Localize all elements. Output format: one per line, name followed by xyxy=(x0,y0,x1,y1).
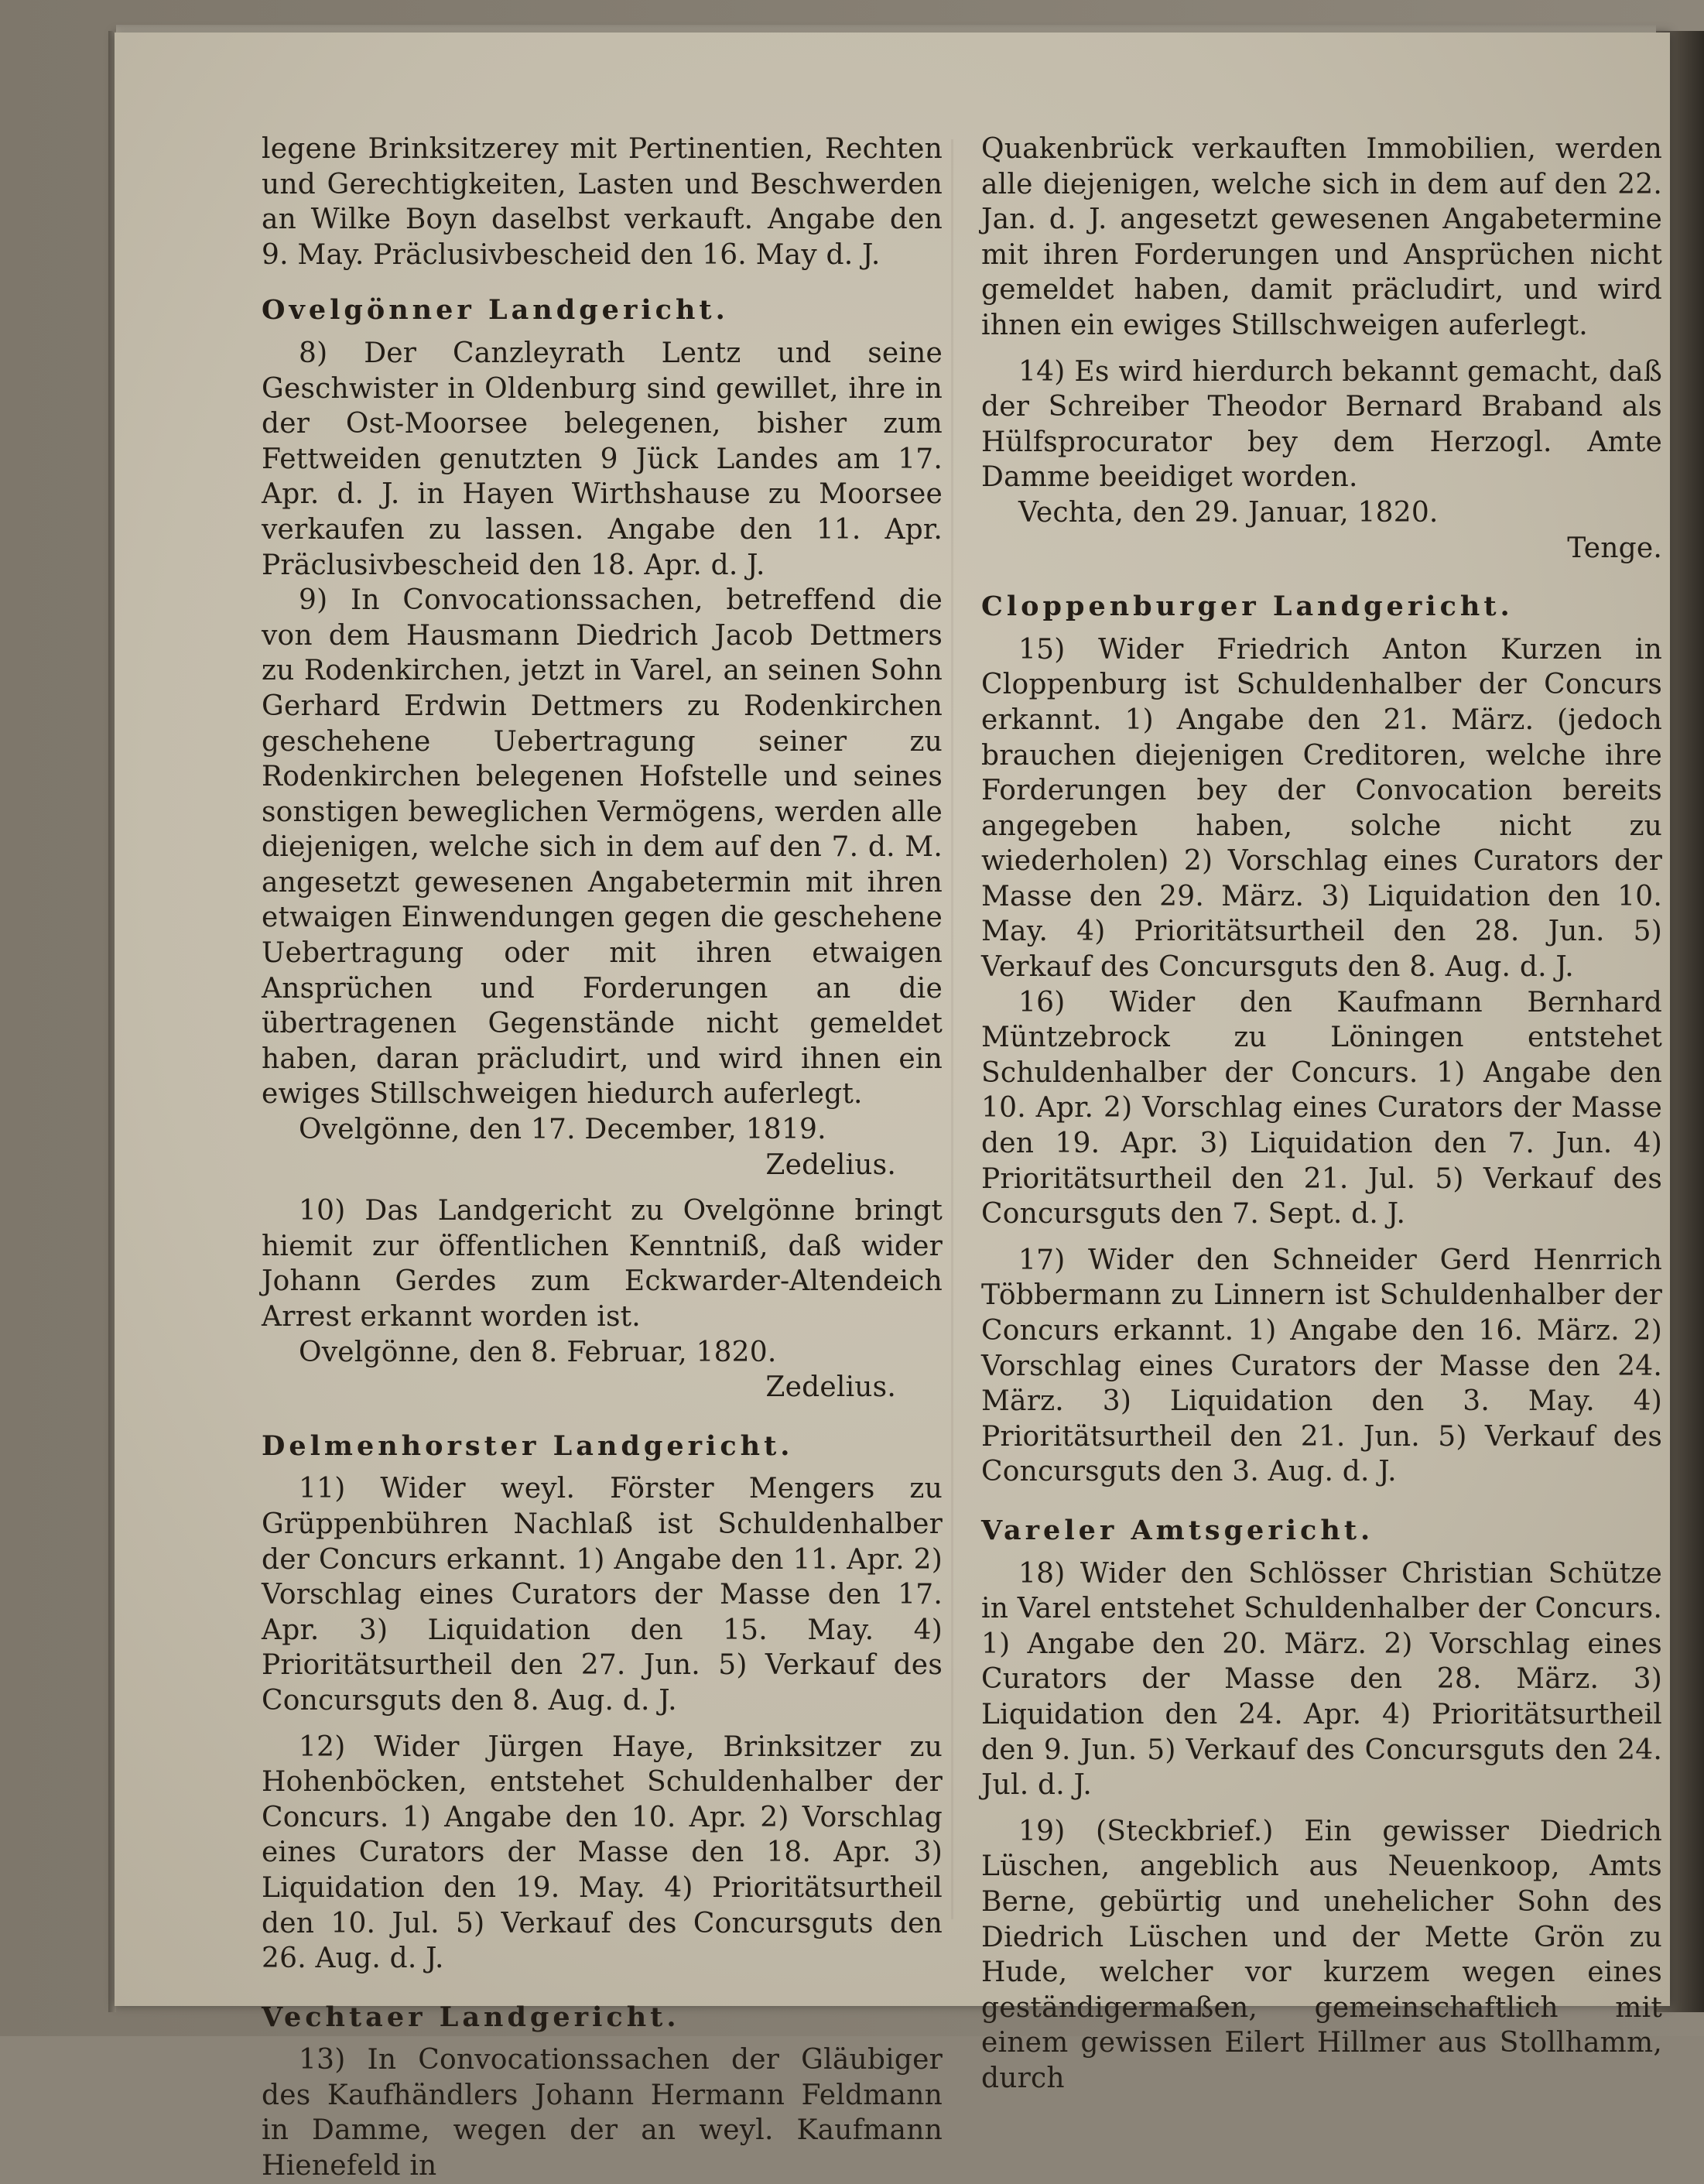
section-heading-vechta: Vechtaer Landgericht. xyxy=(262,2001,680,2033)
place-date-9: Ovelgönne, den 17. December, 1819. xyxy=(299,1114,826,1146)
place-date-14: Vechta, den 29. Januar, 1820. xyxy=(1018,496,1439,529)
paragraph-9: 9) In Convocationssachen, betreffend die von dem Hausmann Diedrich Jacob Dettmers zu Rodenkirchen, jetzt in Varel, an seinen Sohn Gerhard Erdwin Dettmers zu Rodenkirchen geschehene Uebertragung seiner zu Rodenkirchen belegenen Hofstelle und seines sonstigen beweglichen Vermögens, werden alle diejenigen, welche sich in dem auf den 7. d. M. angesetzt gewesenen Angabetermin mit ihren etwaigen Einwendungen gegen die geschehene Uebertragung oder mit ihren etwaigen Ansprüchen und Forderungen an die übertragenen Gegenstände nicht gemeldet haben, daran präcludirt, und wird ihnen ein ewiges Stillschweigen hiedurch auferlegt. xyxy=(262,584,943,1111)
section-heading-varel: Vareler Amtsgericht. xyxy=(981,1514,1374,1546)
section-heading-delmenhorst: Delmenhorster Landgericht. xyxy=(262,1429,794,1462)
section-heading-cloppenburg: Cloppenburger Landgericht. xyxy=(981,591,1514,623)
left-column xyxy=(262,132,943,2184)
paragraph-12: 12) Wider Jürgen Haye, Brinksitzer zu Hohenböcken, entstehet Schuldenhalber der Concurs. 1) Angabe den 10. Apr. 2) Vorschlag eines Curators der Masse den 18. Apr. 3) Liquidation den 19. May. 4) Prioritätsurtheil den 10. Jul. 5) Verkauf des Concursguts den 26. Aug. d. J. xyxy=(262,1730,943,1975)
paragraph-14: 14) Es wird hierdurch bekannt gemacht, daß der Schreiber Theodor Bernard Braband als Hülfsprocurator bey dem Herzogl. Amte Damme beeidiget worden. xyxy=(981,355,1662,494)
paragraph-8: 8) Der Canzleyrath Lentz und seine Geschwister in Oldenburg sind gewillet, ihre in der Ost-Moorsee belegenen, bisher zum Fettweiden genutzten 9 Jück Landes am 17. Apr. d. J. in Hayen Wirthshause zu Moorsee verkaufen zu lassen. Angabe den 11. Apr. Präclusivbescheid den 18. Apr. d. J. xyxy=(262,337,943,581)
paragraph-7-continuation: legene Brinksitzerey mit Pertinentien, Rechten und Gerechtigkeiten, Lasten und Beschwerden an Wilke Boyn daselbst verkauft. Angabe den 9. May. Präclusivbescheid den 16. May d. J. xyxy=(262,133,943,271)
signature-14: Tenge. xyxy=(1567,532,1662,564)
paragraph-11: 11) Wider weyl. Förster Mengers zu Grüppenbühren Nachlaß ist Schuldenhalber der Concurs erkannt. 1) Angabe den 11. Apr. 2) Vorschlag eines Curators der Masse den 17. Apr. 3) Liquidation den 15. May. 4) Prioritätsurtheil den 27. Jun. 5) Verkauf des Concursguts den 8. Aug. d. J. xyxy=(262,1473,943,1717)
signature-10: Zedelius. xyxy=(765,1371,896,1404)
paragraph-16: 16) Wider den Kaufmann Bernhard Müntzebrock zu Löningen entstehet Schuldenhalber der Concurs. 1) Angabe den 10. Apr. 2) Vorschlag eines Curators der Masse den 19. Apr. 3) Liquidation den 7. Jun. 4) Prioritätsurtheil den 21. Jul. 5) Verkauf des Concursguts den 7. Sept. d. J. xyxy=(981,986,1662,1231)
paragraph-18: 18) Wider den Schlösser Christian Schütze in Varel entstehet Schuldenhalber der Concurs. 1) Angabe den 20. März. 2) Vorschlag eines Curators der Masse den 28. März. 3) Liquidation den 24. Apr. 4) Prioritätsurtheil den 9. Jun. 5) Verkauf des Concursguts den 24. Jul. d. J. xyxy=(981,1557,1662,1802)
place-date-10: Ovelgönne, den 8. Februar, 1820. xyxy=(299,1336,777,1368)
column-gutter xyxy=(951,139,953,1919)
paragraph-10: 10) Das Landgericht zu Ovelgönne bringt hiemit zur öffentlichen Kenntniß, daß wider Johann Gerdes zum Eckwarder-Altendeich Arrest erkannt worden ist. xyxy=(262,1195,943,1333)
paragraph-13: 13) In Convocationssachen der Gläubiger des Kaufhändlers Johann Hermann Feldmann in Damme, wegen der an weyl. Kaufmann Hienefeld in xyxy=(262,2044,943,2182)
paragraph-13-continuation: Quakenbrück verkauften Immobilien, werden alle diejenigen, welche sich in dem auf den 22. Jan. d. J. angesetzt gewesenen Angabetermine mit ihren Forderungen und Ansprüchen nicht gemeldet haben, damit präcludirt, und wird ihnen ein ewiges Stillschweigen auferlegt. xyxy=(981,133,1662,341)
paragraph-15: 15) Wider Friedrich Anton Kurzen in Cloppenburg ist Schuldenhalber der Concurs erkannt. 1) Angabe den 21. März. (jedoch brauchen diejenigen Creditoren, welche ihre Forderungen bey der Convocation bereits angegeben haben, solche nicht zu wiederholen) 2) Vorschlag eines Curators der Masse den 29. März. 3) Liquidation den 10. May. 4) Prioritätsurtheil den 28. Jun. 5) Verkauf des Concursguts den 8. Aug. d. J. xyxy=(981,633,1662,984)
section-heading-ovelgoenne: Ovelgönner Landgericht. xyxy=(262,294,729,327)
right-column xyxy=(981,132,1662,2096)
paragraph-19: 19) (Steckbrief.) Ein gewisser Diedrich Lüschen, angeblich aus Neuenkoop, Amts Berne, gebürtig und unehelicher Sohn des Diedrich Lüschen und der Mette Grön zu Hude, welcher vor kurzem wegen eines geständigermaßen, gemeinschaftlich mit einem gewissen Eilert Hillmer aus Stollhamm, durch xyxy=(981,1815,1662,2094)
paragraph-17: 17) Wider den Schneider Gerd Henrrich Többermann zu Linnern ist Schuldenhalber der Concurs erkannt. 1) Angabe den 16. März. 2) Vorschlag eines Curators der Masse den 24. März. 3) Liquidation den 3. May. 4) Prioritätsurtheil den 21. Jun. 5) Verkauf des Concursguts den 3. Aug. d. J. xyxy=(981,1244,1662,1488)
signature-9: Zedelius. xyxy=(765,1148,896,1181)
